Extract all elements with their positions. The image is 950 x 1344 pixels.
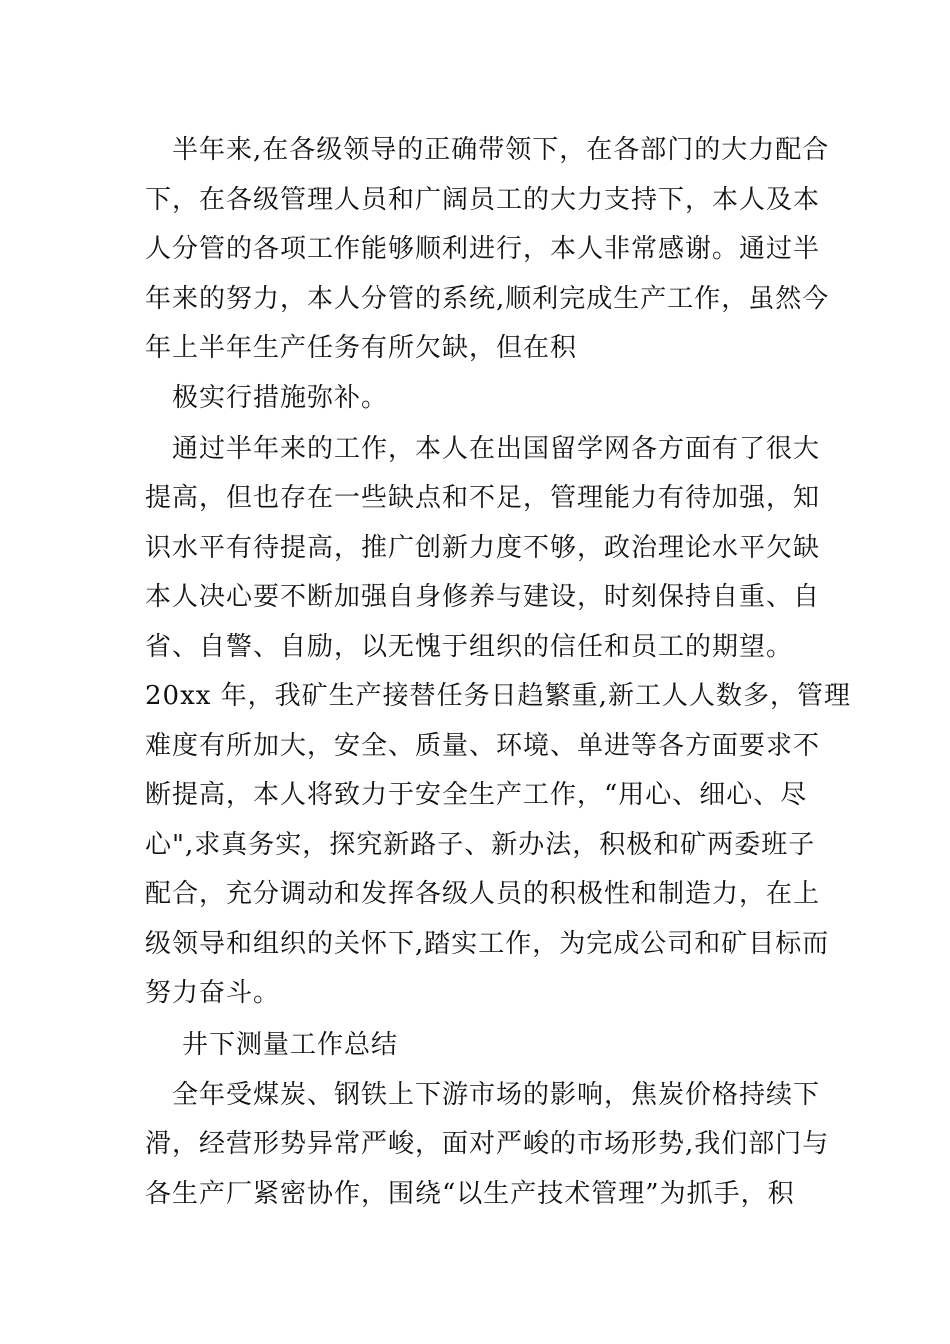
- paragraph-line: 年来的努力，本人分管的系统,顺利完成生产工作，虽然今: [145, 284, 830, 314]
- paragraph-line: 20xx 年，我矿生产接替任务日趋繁重,新工人人数多，管理: [145, 681, 851, 711]
- paragraph-line: 本人决心要不断加强自身修养与建设，时刻保持自重、自: [145, 582, 821, 612]
- paragraph-line: 极实行措施弥补。: [172, 383, 389, 413]
- paragraph-line: 通过半年来的工作，本人在出国留学网各方面有了很大: [172, 434, 821, 464]
- paragraph-line: 省、自警、自励，以无愧于组织的信任和员工的期望。: [145, 632, 794, 662]
- paragraph-line: 年上半年生产任务有所欠缺，但在积: [145, 333, 578, 363]
- paragraph-line: 配合，充分调动和发挥各级人员的积极性和制造力，在上: [145, 879, 821, 909]
- section-heading: 井下测量工作总结: [182, 1030, 399, 1060]
- paragraph-line: 心",求真务实，探究新路子、新办法，积极和矿两委班子: [145, 830, 816, 860]
- paragraph-line: 下，在各级管理人员和广阔员工的大力支持下，本人及本: [145, 185, 821, 215]
- paragraph-line: 全年受煤炭、钢铁上下游市场的影响，焦炭价格持续下: [172, 1080, 821, 1110]
- paragraph-line: 滑，经营形势异常严峻，面对严峻的市场形势,我们部门与: [145, 1129, 830, 1159]
- paragraph-line: 人分管的各项工作能够顺利进行，本人非常感谢。通过半: [145, 234, 821, 264]
- paragraph-line: 难度有所加大，安全、质量、环境、单进等各方面要求不: [145, 731, 821, 761]
- paragraph-line: 提高，但也存在一些缺点和不足，管理能力有待加强，知: [145, 483, 821, 513]
- paragraph-line: 半年来,在各级领导的正确带领下，在各部门的大力配合: [172, 135, 830, 165]
- paragraph-line: 识水平有待提高，推广创新力度不够，政治理论水平欠缺: [145, 533, 821, 563]
- paragraph-line: 各生产厂紧密协作，围绕“以生产技术管理”为抓手，积: [145, 1179, 795, 1209]
- paragraph-line: 级领导和组织的关怀下,踏实工作，为完成公司和矿目标而: [145, 929, 830, 959]
- paragraph-line: 努力奋斗。: [145, 978, 281, 1008]
- paragraph-line: 断提高，本人将致力于安全生产工作，“用心、细心、尽: [145, 780, 808, 810]
